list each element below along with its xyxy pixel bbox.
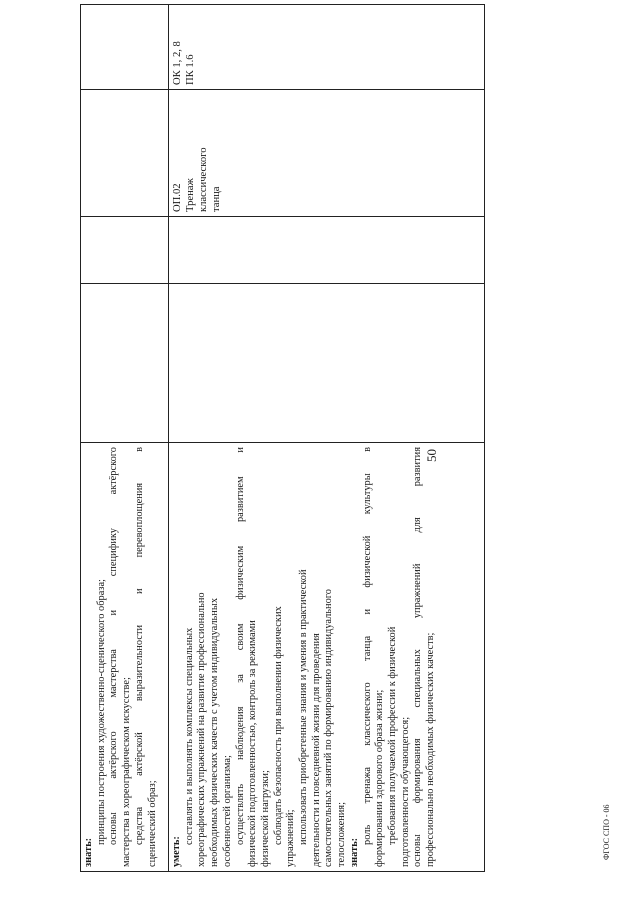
- text-line: необходимых физических качеств с учетом индивидуальных: [209, 597, 221, 867]
- page-number: 50: [424, 449, 439, 462]
- empty-cell: [81, 284, 169, 443]
- text-line: требования получаемой профессии к физической: [386, 626, 398, 845]
- discipline-cell: [169, 90, 485, 217]
- text-line: мастерства в хореографическом искусстве;: [121, 677, 133, 867]
- text-line: профессионально необходимых физических качеств;: [425, 632, 437, 867]
- text-line: физической нагрузки;: [259, 770, 271, 867]
- table-row: [169, 5, 485, 872]
- text-line: хореографических упражнений на развитие профессионально: [196, 592, 208, 867]
- text-line: осуществлять наблюдения за своим физическим развитием и: [234, 447, 246, 845]
- empty-cell: [169, 217, 485, 284]
- section-heading: знать:: [83, 837, 94, 867]
- text-line: сценический образ;: [146, 780, 158, 867]
- section-heading: уметь:: [171, 836, 182, 867]
- footer-code: ФГОС СПО - 06: [602, 804, 611, 860]
- content-cell: [169, 443, 485, 872]
- text-line: самостоятельных занятий по формированию индивидуального: [323, 589, 335, 867]
- discipline-code: ОП.02: [172, 183, 183, 212]
- text-line: особенностей организма;: [221, 755, 233, 867]
- empty-cell: [169, 284, 485, 443]
- empty-cell: [81, 217, 169, 284]
- text-line: соблюдать безопасность при выполнении физических: [272, 606, 284, 845]
- competency-codes: ОК 1, 2, 8: [172, 41, 183, 85]
- text-line: составлять и выполнять комплексы специальных: [183, 627, 195, 845]
- text-line: средства актёрской выразительности и перевоплощения в: [133, 447, 145, 845]
- table-row: [81, 5, 169, 872]
- text-line: физической подготовленностью, контроль за режимами: [247, 620, 259, 867]
- discipline-name: танца: [211, 186, 222, 212]
- competencies-cell: [169, 5, 485, 90]
- empty-cell: [81, 5, 169, 90]
- section-heading: знать:: [348, 837, 360, 867]
- empty-cell: [81, 90, 169, 217]
- discipline-name: классического: [198, 147, 209, 212]
- text-line: деятельности и повседневной жизни для проведения: [310, 633, 322, 867]
- competency-codes: ПК 1.6: [185, 54, 196, 85]
- text-line: основы формирования специальных упражнений для развития: [412, 447, 424, 867]
- text-line: формировании здорового образа жизни;: [374, 689, 386, 867]
- text-line: основы актёрского мастерства и специфику актёрского: [108, 447, 120, 845]
- text-line: принципы построения художественно-сценического образа;: [95, 579, 107, 845]
- discipline-name: Тренаж: [185, 178, 196, 212]
- text-line: использовать приобретенные знания и умения в практической: [298, 569, 310, 845]
- content-cell: [81, 443, 169, 872]
- text-line: телосложения;: [336, 802, 348, 867]
- text-line: роль тренажа классического танца и физической культуры в: [361, 447, 373, 845]
- text-line: упражнений;: [285, 809, 297, 867]
- rotated-table-wrapper: [80, 41, 484, 872]
- competency-table: [80, 4, 485, 872]
- text-line: подготовленности обучающегося;: [399, 716, 411, 867]
